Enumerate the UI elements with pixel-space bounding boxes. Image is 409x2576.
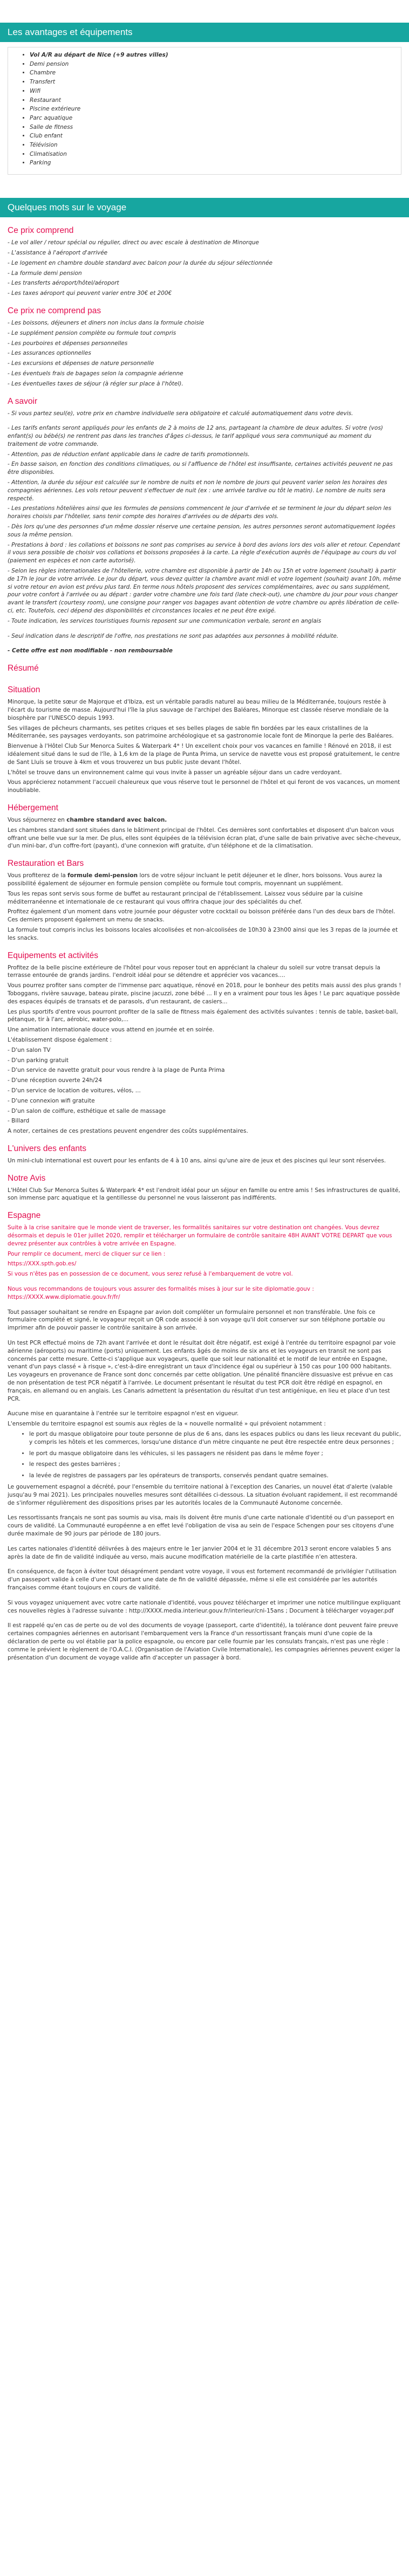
list-line: - D'un salon de coiffure, esthétique et salle de massage [8, 1107, 166, 1114]
paragraph: - Toute indication, les services touristiques fournis reposent sur une communication verbale, seront en anglais [8, 617, 322, 624]
text-line: - Les pourboires et dépenses personnelles [8, 340, 128, 347]
list-item: • Parking [30, 159, 392, 168]
paragraph-sanitary-alert: Suite à la crise sanitaire que le monde vient de traverser, les formalités sanitaires sur votre destination ont changées. Vous devrez désormais et depuis le 01er juillet 2020, remplir et télécharger un formulaire de contrôle sanitaire 48H AVANT VOTRE DEPART que vous devrez présenter aux contrôles à votre arrivée en Espagne. [8, 1224, 392, 1247]
paragraph-non-refundable: - Cette offre est non modifiable - non remboursable [8, 648, 173, 655]
paragraph: Pour remplir ce document, merci de cliquer sur ce lien : [8, 1250, 166, 1257]
paragraph: - Les prestations hôtelières ainsi que les formules de pensions commencent le jour d'arrivée et se terminent le jour du départ selon les horaires choisis par l'hôtelier, sans tenir compte des horaires d'arrivées ou de départs des vols. [8, 505, 392, 520]
paragraph [8, 816, 401, 824]
paragraph: Profitez de la belle piscine extérieure de l'hôtel pour vous reposer tout en appréciant la chaleur du soleil sur votre transat depuis la terrasse entourée de grands jardins. l'endroit idéal pour se détendre et apprécier vos vacances.... [8, 964, 380, 979]
paragraph [8, 872, 401, 888]
paragraph: Il est rappelé qu'en cas de perte ou de vol des documents de voyage (passeport, carte d'identité), la tolérance dont peuvent faire preuve certaines compagnies aériennes en autorisant l'embarquement vers la France d'un ressortissant français muni d'une copie de la déclaration de perte ou vol établie par la police espagnole, ou encore par celle fournie par les consulats français, n'est pas une règle : comme le prévient le règlement de l'O.A.C.I. (Organisation de l'Aviation Civile Internationale), les compagnies aériennes peuvent exiger la présentation d'un document de voyage valide afin d'accepter un passager à bord. [8, 1622, 400, 1661]
paragraph: Le gouvernement espagnol a décrété, pour l'ensemble du territoire national à l'exception des Canaries, un nouvel état d'alerte (valable jusqu'au 9 mai 2021). Les principales nouvelles mesures sont détaillées ci-dessous. La situation évoluant rapidement, il est recommandé de s'informer régulièrement des dispositions prises par les autorités locales de la Communauté Autonome concernée. [8, 1484, 398, 1506]
paragraph: La formule tout compris inclus les boissons locales alcoolisées et non-alcoolisées de 10h30 à 23h00 ainsi que les 3 repas de la journée et les snacks. [8, 926, 398, 941]
paragraph: L'hôtel se trouve dans un environnement calme qui vous invite à passer un agréable séjour dans un cadre verdoyant. [8, 769, 342, 776]
list-item: • le respect des gestes barrières ; [29, 1461, 401, 1469]
list-line: - D'un parking gratuit [8, 1057, 69, 1064]
paragraph: - Seul indication dans le descriptif de l'offre, nos prestations ne sont pas adaptées aux personnes à mobilité réduite. [8, 632, 339, 639]
list-line: - D'un salon TV [8, 1046, 51, 1053]
advantages-inset [0, 42, 409, 175]
paragraph: Si vous n'êtes pas en possession de ce document, vous serez refusé à l'embarquement de votre vol. [8, 1271, 293, 1278]
paragraph: - Dès lors qu'une des personnes d'un même dossier réserve une certaine pension, les autres personnes seront automatiquement logées sous la même pension. [8, 524, 396, 538]
advantages-box [8, 47, 401, 175]
heading-resume: Résumé [8, 664, 39, 673]
list-item: • Télévision [30, 141, 392, 150]
list-line: - Billard [8, 1118, 30, 1125]
voyage-content [0, 226, 409, 1662]
paragraph: A noter, certaines de ces prestations peuvent engendrer des coûts supplémentaires. [8, 1128, 248, 1135]
heading-hebergement: Hébergement [8, 803, 58, 812]
paragraph-diplomatie: Nous vous recommandons de toujours vous assurer des formalités mises à jour sur le site diplomatie.gouv : https://XXXX.www.diplomatie.gouv.fr/fr/ [8, 1286, 314, 1300]
heading-situation: Situation [8, 685, 40, 695]
heading-prix-comprend: Ce prix comprend [8, 226, 74, 236]
text-line: - Le vol aller / retour spécial ou régulier, direct ou avec escale à destination de Minorque [8, 239, 259, 246]
paragraph: Minorque, la petite sœur de Majorque et d'Ibiza, est un véritable paradis naturel au beau milieu de la Méditerranée, toujours restée à l'écart du tourisme de masse. Aujourd'hui l'île la plus sauvage de l'archipel des Baléares, Minorque est classée réserve mondiale de la biosphère par l'UNESCO depuis 1993. [8, 699, 389, 721]
text-span: lors de votre séjour incluant le petit déjeuner et le dîner, hors boissons. Vous aurez la possibilité également de séjourner en formule pension complète ou formule tout compris, moyennant un supplément. [8, 872, 383, 887]
board-type: formule demi-pension [67, 872, 138, 879]
list-item: • Restaurant [30, 96, 392, 105]
paragraph: Ses villages de pêcheurs charmants, ses petites criques et ses belles plages de sable fin bordées par les eaux cristallines de la Méditerranée, ses paysages verdoyants, son patrimoine archéologique et sa gastronomie locale font de Minorque la perle des Baléares. [8, 725, 394, 740]
list-item: • la levée de registres de passagers par les opérateurs de transports, conservés pendant quatre semaines. [29, 1472, 401, 1480]
paragraph: - Si vous partez seul(e), votre prix en chambre individuelle sera obligatoire et calculé automatiquement dans votre devis. [8, 410, 353, 417]
paragraph: Si vous voyagez uniquement avec votre carte nationale d'identité, vous pouvez télécharger et imprimer une notice multilingue expliquant ces nouvelles règles à l'adresse suivante : http://XXXX.media.interieur.gouv.fr/interieur/cni-15ans ; Document à télécharger voyager.pdf [8, 1599, 401, 1614]
paragraph: Les ressortissants français ne sont pas soumis au visa, mais ils doivent être munis d'une carte nationale d'identité ou d'un passeport en cours de validité. La Communauté européenne a en effet levé l'obligation de visa au sein de l'espace Schengen pour ses citoyens d'une durée maximale de 90 jours par période de 180 jours. [8, 1514, 394, 1537]
section-title-voyage: Quelques mots sur le voyage [0, 198, 409, 217]
list-item: • Wifi [30, 87, 392, 96]
list-line: - D'un service de navette gratuit pour vous rendre à la plage de Punta Prima [8, 1067, 225, 1074]
text-line: - Les éventuels frais de bagages selon la compagnie aérienne [8, 370, 183, 377]
section-title-advantages: Les avantages et équipements [0, 23, 409, 42]
list-item: • Demi pension [30, 60, 392, 69]
paragraph: Profitez également d'un moment dans votre journée pour déguster votre cocktail ou boisson préférée dans l'un des deux bars de l'hôtel. Ces derniers proposent également un menu de snacks. [8, 908, 396, 924]
list-item: • Piscine extérieure [30, 105, 392, 114]
text-line: - Les éventuelles taxes de séjour (à régler sur place à l'hôtel). [8, 380, 183, 387]
paragraph: Vous apprécierez notamment l'accueil chaleureux que vous réserve tout le personnel de l'hôtel et qui feront de vos vacances, un moment inoubliable. [8, 779, 400, 794]
link-spth[interactable]: https://XXX.spth.gob.es/ [8, 1261, 77, 1268]
paragraph: Bienvenue à l'Hôtel Club Sur Menorca Suites & Waterpark 4* ! Un excellent choix pour vos vacances en famille ! Rénové en 2018, il est idéalement situé dans le sud de l'île, à 1,6 km de la plage de Punta Prima, un service de navette vous est proposé gratuitement, le centre de Sant Lluís se trouve à 4km et vous trouverez un bus public juste devant l'hôtel. [8, 743, 400, 766]
paragraph: L'ensemble du territoire espagnol est soumis aux règles de la « nouvelle normalité » qui prévoient notamment : [8, 1421, 326, 1428]
paragraph: L'établissement dispose également : [8, 1036, 112, 1043]
list-line: - D'une réception ouverte 24h/24 [8, 1077, 102, 1084]
paragraph: Aucune mise en quarantaine à l'entrée sur le territoire espagnol n'est en vigueur. [8, 1410, 239, 1417]
page [0, 23, 409, 1662]
list-item: • Vol A/R au départ de Nice (+9 autres villes) [30, 51, 392, 60]
text-line: - Le logement en chambre double standard avec balcon pour la durée du séjour sélectionnée [8, 259, 272, 266]
text-line: - L'assistance à l'aéroport d'arrivée [8, 249, 108, 256]
paragraph: En conséquence, de façon à éviter tout désagrément pendant votre voyage, il vous est fortement recommandé de privilégier l'utilisation d'un passeport valide à celle d'une CNI portant une date de fin de validité dépassée, même si elle est considérée par les autorités françaises comme étant toujours en cours de validité. [8, 1568, 397, 1591]
paragraph: Les plus sportifs d'entre vous pourront profiter de la salle de fitness mais également des activités suivantes : tennis de table, basket-ball, pétanque, tir à l'arc, aérobic, water-polo,... [8, 1008, 398, 1023]
paragraph: Un mini-club international est ouvert pour les enfants de 4 à 10 ans, ainsi qu'une aire de jeux et des piscines qui leur sont réservées. [8, 1157, 386, 1164]
text-line: - Les transferts aéroport/hôtel/aéroport [8, 280, 119, 287]
heading-prix-non-compris: Ce prix ne comprend pas [8, 306, 101, 315]
paragraph: Les chambres standard sont situées dans le bâtiment principal de l'hôtel. Ces dernières sont confortables et disposent d'un balcon vous offrant une belle vue sur la mer. De plus, elles sont équipées de la télévision écran plat, d'une salle de bain privative avec sèche-cheveux, d'un mini-bar, d'un coffre-fort (payant), d'une connexion wifi gratuite, d'un téléphone et de la climatisation. [8, 826, 401, 850]
list-item: • Club enfant [30, 132, 392, 141]
heading-espagne: Espagne [8, 1211, 41, 1221]
heading-a-savoir: A savoir [8, 396, 38, 406]
paragraph: Les cartes nationales d'identité délivrées à des majeurs entre le 1er janvier 2004 et le 31 décembre 2013 seront encore valables 5 ans après la date de fin de validité indiquée au verso, mais aucune modification matérielle de la carte plastifiée n'en attestera. [8, 1545, 392, 1560]
text-line: - Les excursions et dépenses de nature personnelle [8, 360, 154, 367]
text-span: Vous profiterez de la [8, 872, 68, 879]
paragraph: - En basse saison, en fonction des conditions climatiques, ou si l'affluence de l'hôtel est insuffisante, certaines activités peuvent ne pas être disponibles. [8, 461, 393, 476]
paragraph: L'Hôtel Club Sur Menorca Suites & Waterpark 4* est l'endroit idéal pour un séjour en famille ou entre amis ! Ses infrastructures de qualité, son immense parc aquatique et la gentillesse du personnel ne vous laisseront pas indifférents. [8, 1187, 400, 1202]
text-span: Vous séjournerez en [8, 816, 67, 823]
list-item: • le port du masque obligatoire pour toute personne de plus de 6 ans, dans les espaces publics ou dans les lieux recevant du public, y compris les hôtels et les commerces, lorsqu'une distance d'un mètre cinquante ne peut être respectée entre deux personnes ; [29, 1430, 401, 1447]
heading-equipements: Equipements et activités [8, 950, 99, 960]
paragraph: Tout passager souhaitant se rendre en Espagne par avion doit compléter un formulaire personnel et non transférable. Une fois ce formulaire complété et signé, le voyageur reçoit un QR code associé à son voyage qu'il doit conserver sur son téléphone portable ou imprimer afin de pouvoir passer le contrôle sanitaire à son arrivée. [8, 1308, 385, 1332]
list-item: • Parc aquatique [30, 114, 392, 123]
paragraph: Tous les repas sont servis sous forme de buffet au restaurant principal de l'établissement. Laissez vous séduire par la cuisine méditerranéenne et internationale de ce restaurant qui vous offrira chaque jour des spécialités du chef. [8, 890, 363, 905]
list-item: • Chambre [30, 68, 392, 78]
list-line: - D'un service de location de voitures, vélos, ... [8, 1087, 141, 1094]
paragraph: - Prestations à bord : les collations et boissons ne sont pas comprises au service à bord des avions lors des vols aller et retour. Cependant il vous sera possible de choisir vos collations et boissons proposées à la carte. La règle d'exécution auprès de l'équipage au cours du vol (paiement en espèces et non carte autorisé). [8, 541, 400, 564]
paragraph-pcr: Un test PCR effectué moins de 72h avant l'arrivée et dont le résultat doit être négatif, est exigé à l'entrée du territoire espagnol par voie aérienne (aéroports) ou maritime (ports) uniquement. Les enfants âgés de moins de six ans et les voyageurs en transit ne sont pas concernés par cette mesure. Cette-ci s'applique aux voyageurs, quelle que soit leur nationalité et le motif de leur entrée en Espagne, venant d'un pays classé « à risque », c'est-à-dire enregistrant un taux d'incidence égal ou supérieur à 150 cas pour 100 000 habitants. Les voyageurs en provenance de France sont donc concernés par cette obligation. Une pénalité financière dissuasive est prévue en cas de non présentation de test PCR négatif à l'arrivée. Le document présentant le résultat du test PCR doit être rédigé en espagnol, en français, en allemand ou en anglais. Les Canaris admettent la présentation du résultat d'un test antigénique, en lieu et place d'un test PCR. [8, 1340, 396, 1402]
paragraph: Une animation internationale douce vous attend en journée et en soirée. [8, 1027, 215, 1034]
text-line: - Le supplément pension complète ou formule tout compris [8, 329, 176, 336]
paragraph: - Attention, la durée du séjour est calculée sur le nombre de nuits et non le nombre de jours qui peuvent varier selon les horaires des compagnies aériennes. Les vols retour peuvent s'effectuer de nuit (ex : une arrivée tardive ou tôt le matin). Le nombre de nuits sera respecté. [8, 479, 387, 502]
text-line: - Les boissons, déjeuners et diners non inclus dans la formule choisie [8, 319, 204, 326]
heading-restauration: Restauration et Bars [8, 859, 84, 869]
room-type: chambre standard avec balcon. [66, 816, 167, 823]
list-item: • le port du masque obligatoire dans les véhicules, si les passagers ne résident pas dans le même foyer ; [29, 1450, 401, 1458]
list-line: - D'une connexion wifi gratuite [8, 1097, 95, 1104]
paragraph: - Attention, pas de réduction enfant applicable dans le cadre de tarifs promotionnels. [8, 451, 250, 458]
text-line: - La formule demi pension [8, 270, 82, 277]
rules-list [8, 1430, 401, 1480]
heading-notre-avis: Notre Avis [8, 1173, 46, 1183]
text-line: - Les assurances optionnelles [8, 350, 91, 357]
list-item: • Salle de fitness [30, 123, 392, 132]
advantages-list [17, 51, 392, 168]
heading-univers-enfants: L'univers des enfants [8, 1144, 86, 1153]
text-line: - Les taxes aéroport qui peuvent varier entre 30€ et 200€ [8, 290, 172, 297]
paragraph: - Les tarifs enfants seront appliqués pour les enfants de 2 à moins de 12 ans, partageant la chambre de deux adultes. Si votre (vos) enfant(s) ou bébé(s) ne rentrent pas dans les tranches d'âges ci-dessus, le tarif appliqué vous sera communiqué au moment du traitement de votre commande. [8, 425, 383, 447]
list-item: • Transfert [30, 78, 392, 87]
paragraph: - Selon les règles internationales de l'hôtellerie, votre chambre est disponible à partir de 14h ou 15h et votre logement (souhait) à partir de 17h le jour de votre arrivée. Le jour du départ, vous devez quitter la chambre avant midi et votre logement (souhait) avant 10h, même si votre retour en avion est prévu plus tard. En terme nous hôtels proposent des services complémentaires, avec ou sans supplément, pour votre confort à l'arrivée ou au départ : garder votre chambre une fois tard (late check-out), une chambre du jour pour vous changer avant le transfert (courtesy room), une consigne pour ranger vos bagages avant obtention de votre chambre ou après libération de celle-ci, etc. Toutefois, ceci dépend des disponibilités et circonstances locales et ne peut être exigé. [8, 568, 401, 615]
list-item: • Climatisation [30, 150, 392, 159]
paragraph: Vous pourrez profiter sans compter de l'immense parc aquatique, rénové en 2018, pour le bonheur des petits mais aussi des plus grands ! Toboggans, rivière sauvage, bateau pirate, piscine jacuzzi, zone bébé ... Il y en a vraiment pour tous les âges ! Le parc aquatique possède des espaces équipés de transats et de parasols, d'un restaurant, de casiers... [8, 982, 401, 1005]
